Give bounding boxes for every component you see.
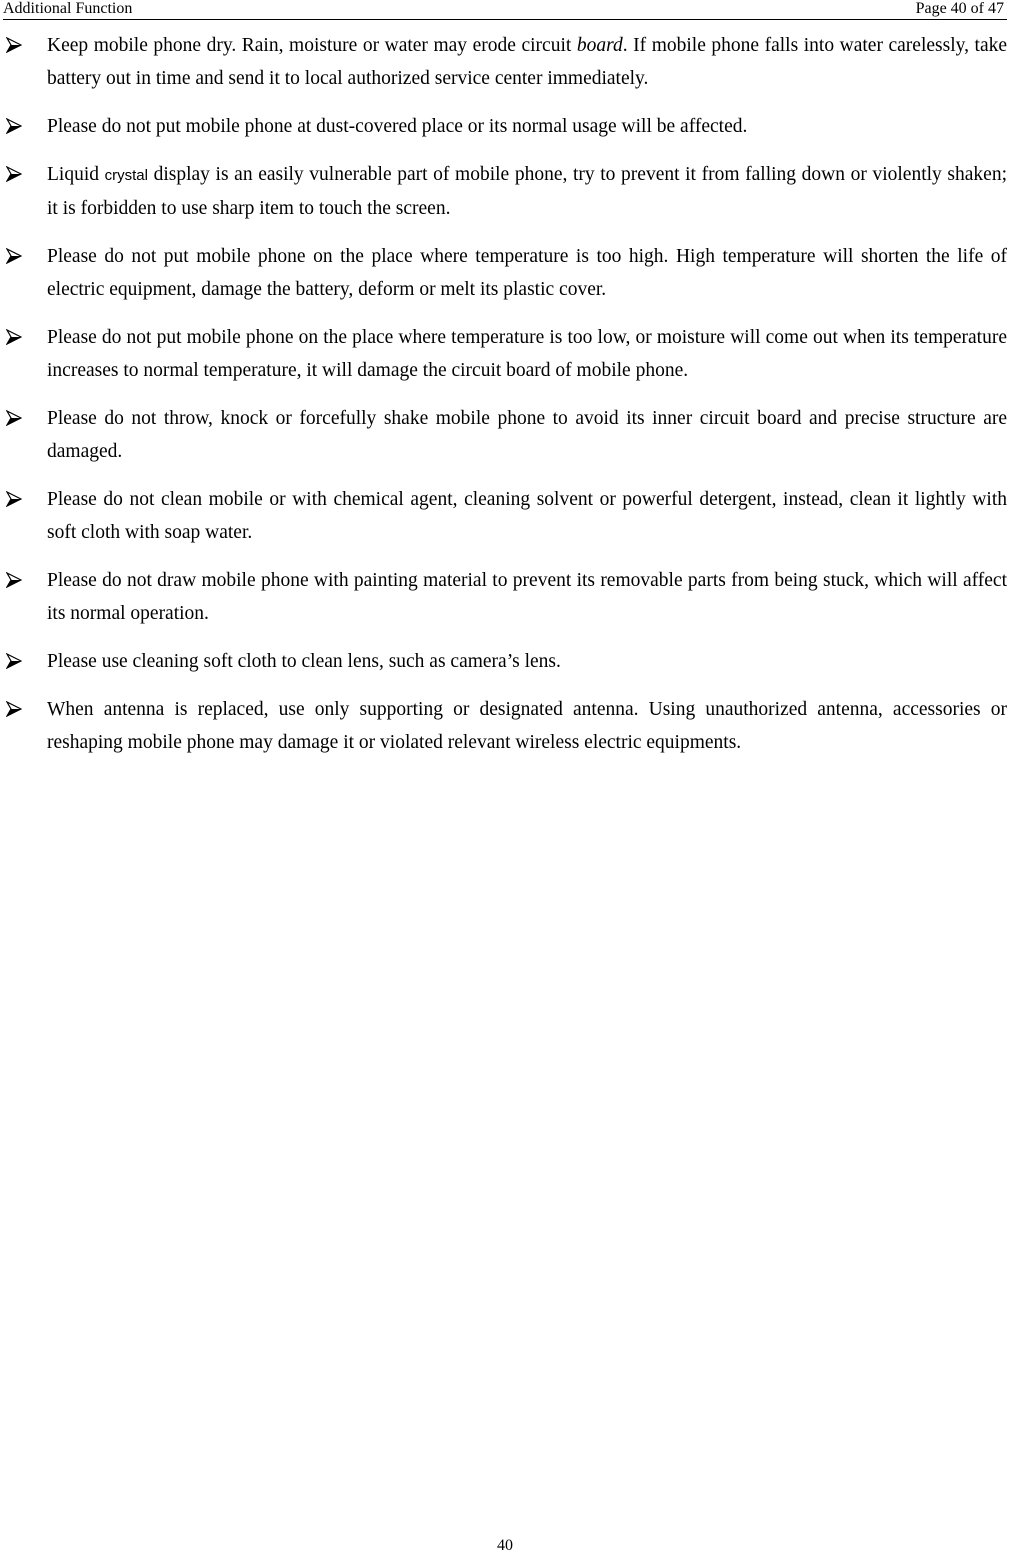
list-item xyxy=(0,240,1010,306)
sans-word: crystal xyxy=(104,167,148,184)
page-label: Page 40 of 47 xyxy=(915,0,1004,17)
item-text: display is an easily vulnerable part of mobile phone, try to prevent it from falling down or violently shaken; it is forbidden to use sharp item to touch the screen. xyxy=(47,164,1007,219)
list-item xyxy=(0,645,1010,678)
section-title: Additional Function xyxy=(3,0,133,17)
item-text: . If mobile phone falls into water carelessly, take battery out in time and send it to local authorized service center immediately. xyxy=(47,35,1008,89)
emphasis-word: board xyxy=(576,35,623,56)
list-item xyxy=(0,321,1010,387)
arrowhead-bullet-icon xyxy=(6,118,22,134)
item-text: Please do not throw, knock or forcefully shake mobile phone to avoid its inner circuit board and precise structure are damaged. xyxy=(47,408,1007,462)
item-text: Please use cleaning soft cloth to clean lens, such as camera’s lens. xyxy=(47,651,561,672)
arrowhead-bullet-icon xyxy=(6,572,22,588)
list-item xyxy=(0,483,1010,549)
item-text: Please do not put mobile phone on the place where temperature is too high. High temperature will shorten the life of electric equipment, damage the battery, deform or melt its plastic cover. xyxy=(47,246,1007,300)
arrowhead-bullet-icon xyxy=(6,166,22,182)
list-item xyxy=(0,402,1010,468)
item-text: Please do not put mobile phone on the place where temperature is too low, or moisture will come out when its temperature increases to normal temperature, it will damage the circuit board of mobile phone. xyxy=(47,327,1007,381)
list-item xyxy=(0,158,1010,225)
list-item xyxy=(0,693,1010,759)
list-item xyxy=(0,29,1010,95)
item-text: Keep mobile phone dry. Rain, moisture or water may erode circuit xyxy=(47,35,577,56)
list-item xyxy=(0,564,1010,630)
arrowhead-bullet-icon xyxy=(6,37,22,53)
item-text: Please do not put mobile phone at dust-covered place or its normal usage will be affected. xyxy=(47,116,748,137)
arrowhead-bullet-icon xyxy=(6,248,22,264)
precautions-list xyxy=(0,29,1010,774)
arrowhead-bullet-icon xyxy=(6,653,22,669)
arrowhead-bullet-icon xyxy=(6,701,22,717)
page-header xyxy=(3,0,1007,20)
list-item xyxy=(0,110,1010,143)
item-text: When antenna is replaced, use only supporting or designated antenna. Using unauthorized antenna, accessories or reshaping mobile phone may damage it or violated relevant wireless electric equipments. xyxy=(47,699,1007,753)
page-number: 40 xyxy=(497,1537,513,1554)
arrowhead-bullet-icon xyxy=(6,329,22,345)
item-text: Liquid xyxy=(47,164,105,185)
item-text: Please do not clean mobile or with chemical agent, cleaning solvent or powerful detergent, instead, clean it lightly with soft cloth with soap water. xyxy=(47,489,1007,543)
arrowhead-bullet-icon xyxy=(6,491,22,507)
item-text: Please do not draw mobile phone with painting material to prevent its removable parts from being stuck, which will affect its normal operation. xyxy=(47,570,1007,624)
arrowhead-bullet-icon xyxy=(6,410,22,426)
